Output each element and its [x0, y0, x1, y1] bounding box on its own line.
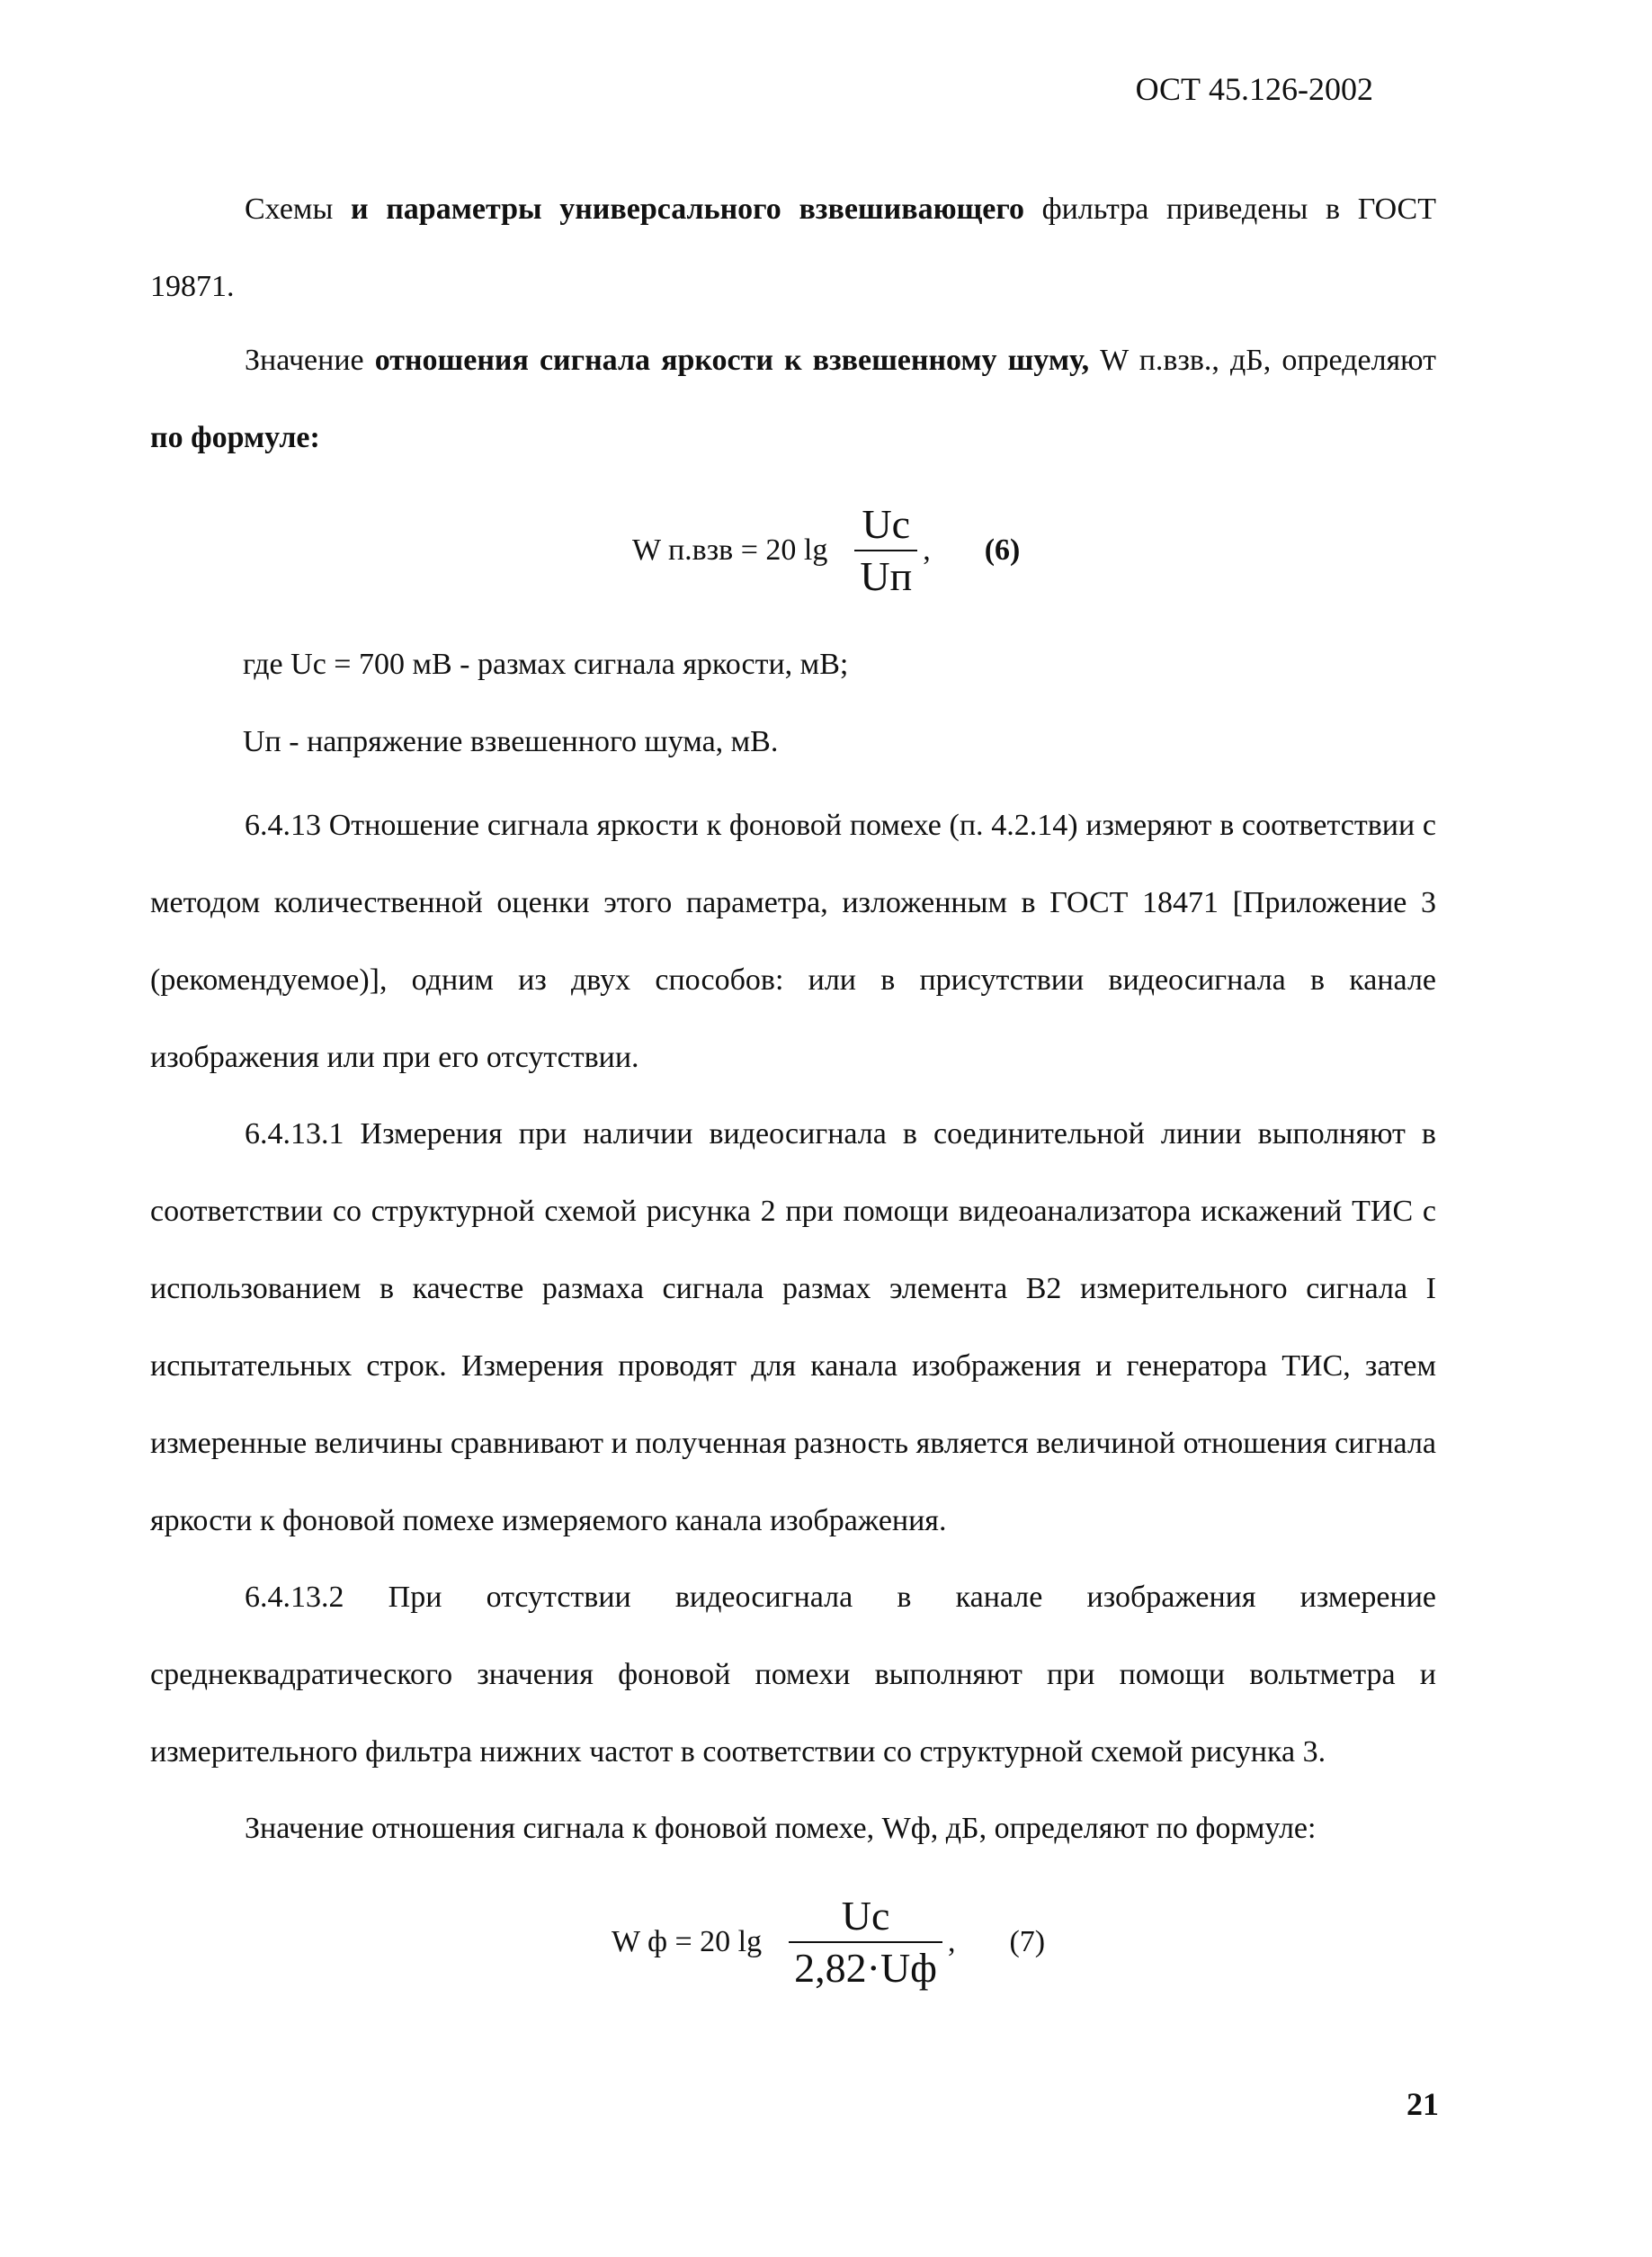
p2-text-bold-2: по формуле:	[150, 421, 320, 454]
paragraph-weighted-noise	[150, 322, 1436, 477]
where-line-1: где Uс = 700 мВ - размах сигнала яркости, мВ;	[243, 648, 849, 681]
formula-7-denominator: 2,82·Uф	[789, 1941, 942, 1993]
formula-7-punct: ,	[947, 1925, 956, 1958]
formula-6-number: (6)	[984, 533, 1021, 567]
p1-text-2: фильтра приведены в ГОСТ 19871.	[150, 193, 1436, 303]
paragraph-6-4-13-1: 6.4.13.1 Измерения при наличии видеосигнала в соединительной линии выполняют в соответствии со структурной схемой рисунка 2 при помощи видеоанализатора искажений ТИС с использованием в качестве размаха сигнала размах элемента В2 измерительного сигнала I испытательных строк. Измерения проводят для канала изображения и генератора ТИС, затем измеренные величины сравнивают и полученная разность является величиной отношения сигнала яркости к фоновой помехе измеряемого канала изображения.	[150, 1117, 1436, 1537]
formula-7-lhs: W ф = 20 lg	[612, 1925, 763, 1958]
p2-text-bold: отношения сигнала яркости к взвешенному шуму,	[374, 344, 1090, 377]
formula-6-fraction	[854, 499, 917, 602]
page-number: 21	[1406, 2086, 1439, 2122]
formula-6-numerator: Uc	[862, 501, 911, 547]
formula-7-numerator: Uc	[841, 1893, 890, 1939]
p1-text-bold: и параметры универсального взвешивающего	[333, 193, 1024, 226]
formula-7-fraction	[789, 1891, 942, 1993]
formula-6-punct: ,	[923, 533, 931, 567]
where-line-2: Uп - напряжение взвешенного шума, мВ.	[243, 725, 779, 758]
paragraph-6-4-13: 6.4.13 Отношение сигнала яркости к фоновой помехе (п. 4.2.14) измеряют в соответствии с методом количественной оценки этого параметра, изложенным в ГОСТ 18471 [Приложение 3 (рекомендуемое)], одним из двух способов: или в присутствии видеосигнала в канале изображения или при его отсутствии.	[150, 809, 1436, 1074]
formula-6-lhs: W п.взв = 20 lg	[632, 533, 828, 567]
paragraph-background-noise: Значение отношения сигнала к фоновой помехе, Wф, дБ, определяют по формуле:	[245, 1812, 1317, 1845]
document-code: ОСТ 45.126-2002	[1135, 71, 1373, 107]
p2-text-2: W п.взв., дБ, определяют	[1089, 344, 1436, 377]
paragraph-6-4-13-2: 6.4.13.2 При отсутствии видеосигнала в канале изображения измерение среднеквадратического значения фоновой помехи выполняют при помощи вольтметра и измерительного фильтра нижних частот в соответствии со структурной схемой рисунка 3.	[150, 1581, 1436, 1769]
p1-text-1: Схемы	[245, 193, 334, 226]
p2-text-1: Значение	[245, 344, 375, 377]
formula-6-denominator: Uп	[854, 550, 917, 602]
formula-6	[632, 499, 1020, 602]
formula-7-number: (7)	[1009, 1925, 1046, 1958]
formula-7	[612, 1891, 1045, 1993]
paragraph-filter-reference	[150, 171, 1436, 326]
